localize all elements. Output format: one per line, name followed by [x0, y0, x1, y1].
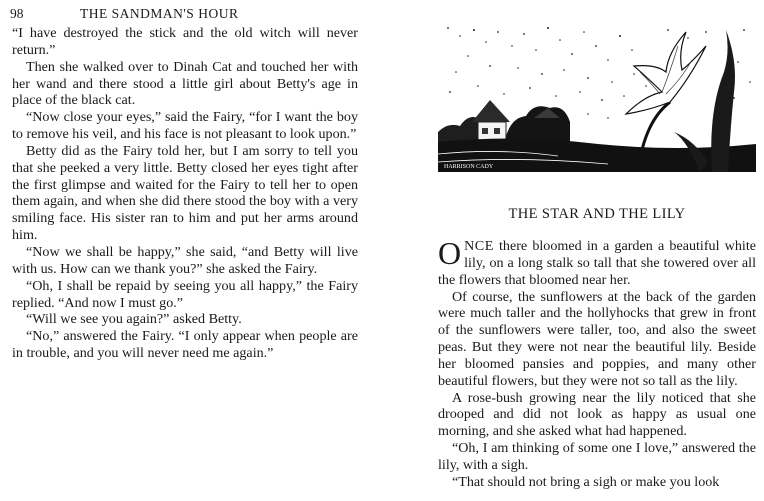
illustration-signature: HARRISON CADY — [444, 164, 494, 170]
paragraph: “Oh, I shall be repaid by seeing you all happy,” the Fairy replied. “And now I must go.” — [12, 277, 358, 311]
paragraph: “Now we shall be happy,” she said, “and Betty will live with us. How can we thank you?” she asked the Fairy. — [12, 243, 358, 277]
running-title: THE SANDMAN'S HOUR — [80, 6, 239, 21]
paragraph: “I have destroyed the stick and the old witch will never return.” — [12, 25, 358, 58]
lily-illustration — [438, 22, 756, 172]
running-head — [10, 6, 238, 22]
left-text-block — [12, 25, 358, 362]
paragraph: “Oh, I am thinking of some one I love,” answered the lily, with a sigh. — [438, 440, 756, 473]
right-page — [382, 0, 764, 501]
paragraph: Betty did as the Fairy told her, but I am sorry to tell you that she peeked a very little. Betty closed her eyes tight after the first glimpse and waited for the Fairy to tell her to open them again, and when she did there stood the boy with a very smiling face. His sister ran to him and put her arms around him. — [12, 142, 358, 244]
paragraph: “No,” answered the Fairy. “I only appear when people are in trouble, and you will never need me again.” — [12, 328, 358, 362]
paragraph: A rose-bush growing near the lily noticed that she drooped and did not look as happy as usual one morning, and she asked what had happened. — [438, 389, 756, 440]
paragraph: “Now close your eyes,” said the Fairy, “for I want the boy to remove his veil, and his face is not pleasant to look upon.” — [12, 109, 358, 143]
paragraph: Then she walked over to Dinah Cat and touched her with her wand and there stood a little girl about Betty's age in place of the black cat. — [12, 58, 358, 109]
right-text-block — [438, 235, 756, 491]
paragraph: Of course, the sunflowers at the back of the garden were much taller and the hollyhocks that grew in front of the sunflowers were taller, too, and also the sweet peas. But they were not near the beautiful lily. Beside her bloomed pansies and poppies, and many other beautiful flowers, but they were not so tall as the lily. — [438, 288, 756, 389]
paragraph: “Will we see you again?” asked Betty. — [26, 311, 242, 328]
drop-cap: O — [438, 235, 462, 271]
small-caps-word: NCE — [464, 238, 494, 254]
chapter-title: THE STAR AND THE LILY — [508, 206, 686, 222]
opening-text: there bloomed in a garden a beautiful white lily, on a long stalk so tall that she towered over all the flowers that bloomed near her. — [438, 238, 756, 288]
paragraph: “That should not bring a sigh or make you look — [452, 473, 720, 490]
opening-paragraph — [438, 235, 756, 289]
page-number: 98 — [10, 6, 24, 21]
